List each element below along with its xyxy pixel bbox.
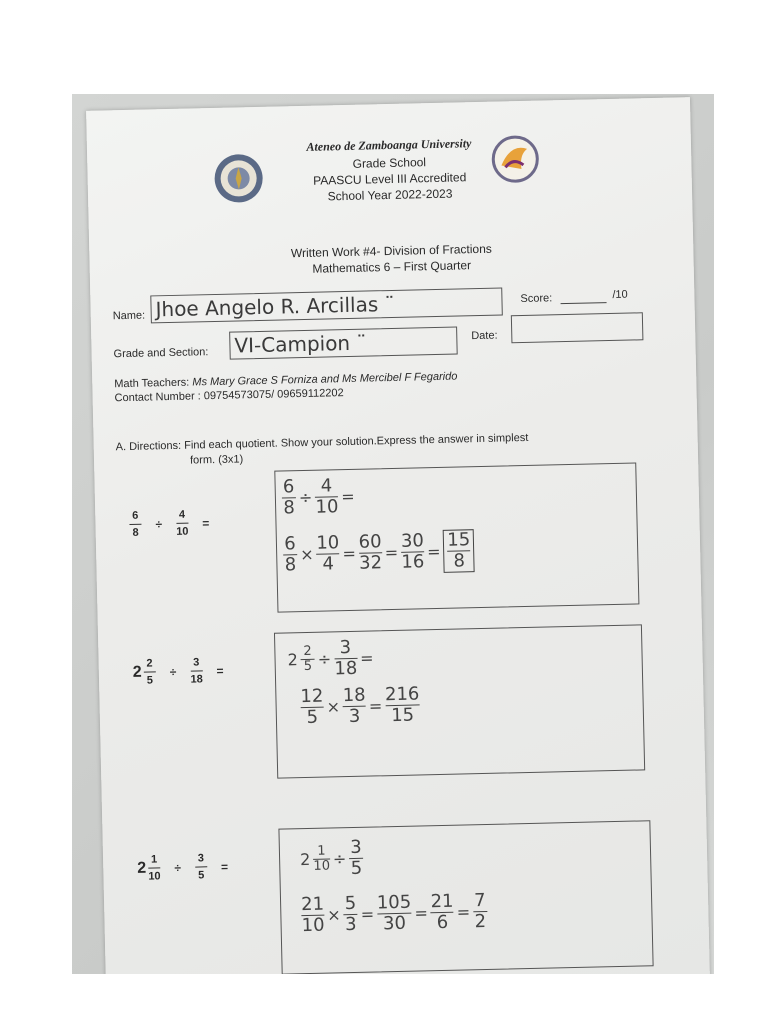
teachers-label: Math Teachers: (114, 376, 190, 391)
teachers-value: Ms Mary Grace S Forniza and Ms Mercibel F Fegarido (192, 370, 458, 389)
work-row: 6 8 ÷ 4 10 = (282, 475, 355, 519)
date-label: Date: (471, 329, 498, 343)
contact-line (114, 387, 343, 404)
score-field[interactable] (561, 302, 607, 304)
name-label: Name: (112, 309, 146, 323)
whole-number: 2 (132, 663, 142, 681)
teachers-line (114, 370, 457, 390)
final-answer-box: 15 8 (443, 529, 475, 573)
photo-background (72, 94, 714, 974)
work-row: 6 8 × 10 4 = 60 32 = 30 16 = 15 8 (283, 529, 475, 576)
whole-number: 2 (137, 859, 147, 877)
solution-box-3[interactable] (278, 820, 653, 974)
work-row: 12 5 × 18 3 = 216 15 (300, 683, 420, 729)
fraction: $\frac{1}{10}$ (148, 853, 161, 883)
worksheet-subtitle: Mathematics 6 – First Quarter (312, 258, 472, 276)
divide-sign: ÷ (169, 664, 177, 679)
date-field[interactable] (511, 312, 644, 343)
divide-sign: ÷ (155, 516, 163, 531)
equals-sign: = (216, 663, 224, 678)
worksheet-title: Written Work #4- Division of Fractions (290, 241, 492, 261)
contact-value: 09754573075/ 09659112202 (203, 387, 344, 403)
grade-section-value: VI-Campion ¨ (234, 330, 367, 358)
equals-sign: = (220, 859, 229, 874)
work-row: 2 2 5 ÷ 3 18 = (287, 636, 374, 680)
score-max: /10 (612, 288, 628, 301)
grade-section-field[interactable] (229, 326, 458, 359)
school-name: Ateneo de Zamboanga University (306, 136, 472, 154)
problem-2 (133, 656, 224, 687)
fraction: $\frac{6}{8}$ (129, 510, 142, 539)
grade-school-label: Grade School (352, 155, 427, 171)
score-label: Score: (520, 292, 553, 306)
contact-label: Contact Number : (114, 390, 201, 405)
worksheet-paper (86, 97, 710, 974)
fraction: $\frac{4}{10}$ (176, 508, 189, 538)
fraction: $\frac{3}{5}$ (195, 852, 208, 881)
work-row: 21 10 × 5 3 = 105 30 = 21 6 = 7 2 (300, 889, 487, 937)
grade-section-label: Grade and Section: (113, 346, 209, 361)
equals-sign: = (202, 515, 210, 530)
solution-box-2[interactable] (274, 624, 645, 778)
directions-line-2: form. (3x1) (189, 453, 244, 467)
school-year-label: School Year 2022-2023 (327, 186, 453, 204)
work-row: 2 1 10 ÷ 3 5 (299, 836, 363, 880)
accreditation-label: PAASCU Level III Accredited (312, 170, 467, 188)
fraction: $\frac{2}{5}$ (143, 657, 156, 686)
solution-box-1[interactable] (274, 462, 639, 612)
problem-3 (137, 852, 228, 883)
fraction: $\frac{3}{18}$ (190, 656, 203, 686)
name-field[interactable] (150, 287, 503, 323)
directions-line-1: A. Directions: Find each quotient. Show your solution.Express the answer in simplest (115, 431, 529, 454)
name-value: Jhoe Angelo R. Arcillas ¨ (155, 291, 395, 322)
problem-1 (129, 508, 209, 539)
divide-sign: ÷ (174, 860, 182, 875)
